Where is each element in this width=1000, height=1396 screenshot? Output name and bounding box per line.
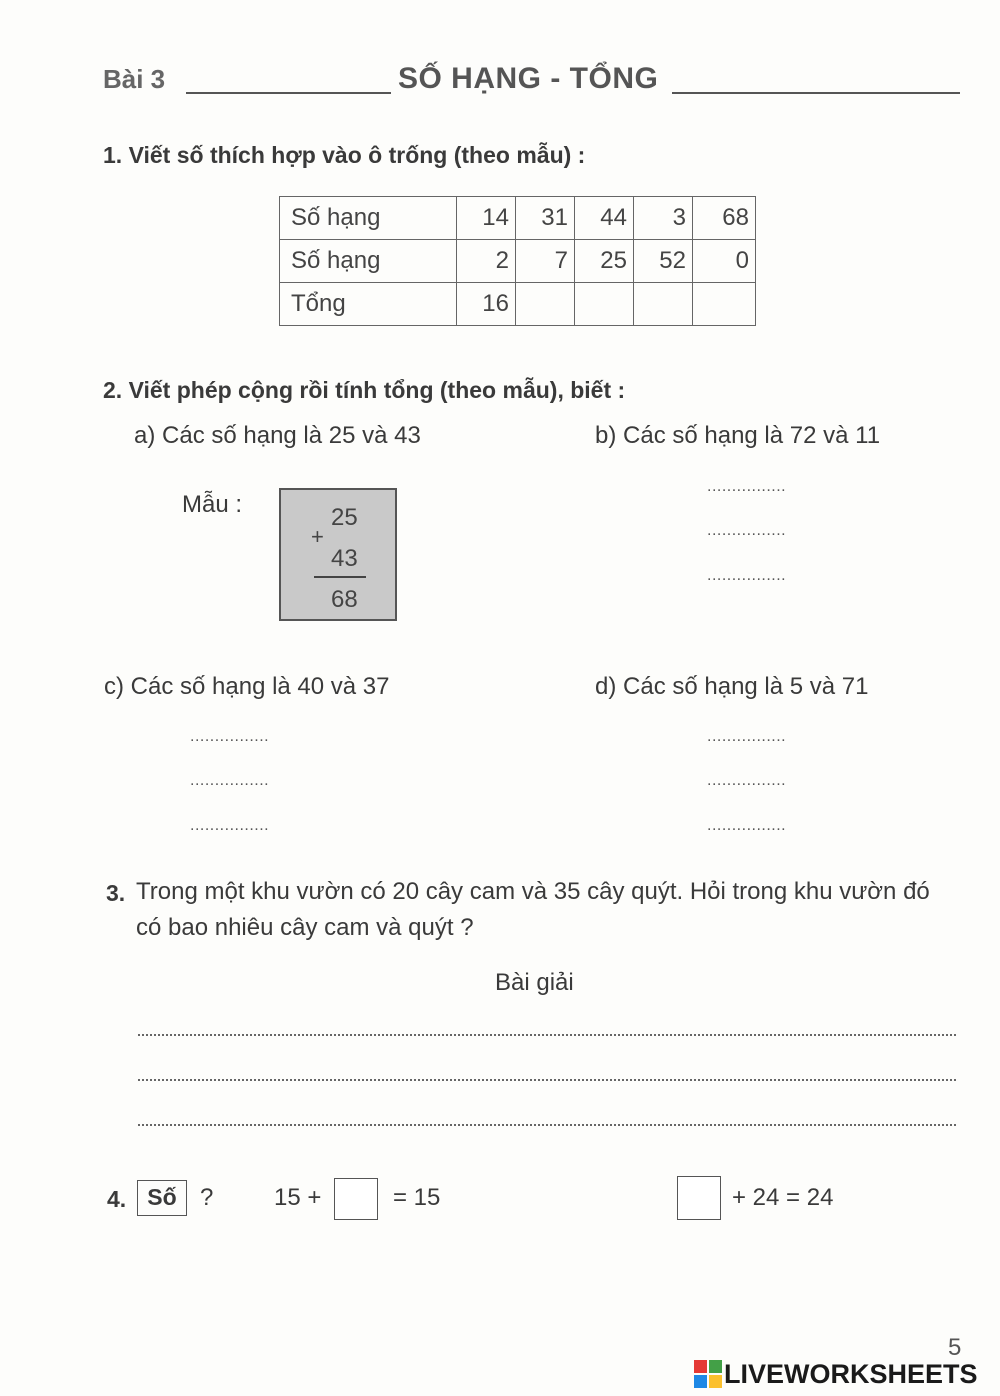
eq1-left: 15 + — [274, 1184, 322, 1211]
answer-dots-c1[interactable]: ................ — [190, 728, 270, 745]
page-number: 5 — [948, 1334, 962, 1361]
q2-part-d: d) Các số hạng là 5 và 71 — [595, 673, 869, 700]
addend-sum-table — [279, 196, 756, 326]
row-label: Số hạng — [280, 240, 457, 283]
table-cell: 68 — [693, 197, 756, 240]
table-cell: 14 — [457, 197, 516, 240]
eq1-right: = 15 — [393, 1184, 441, 1211]
table-row — [280, 240, 756, 283]
table-cell: 52 — [634, 240, 693, 283]
so-label-box: Số — [137, 1180, 187, 1216]
logo-text: LIVEWORKSHEETS — [724, 1358, 978, 1389]
table-cell: 0 — [693, 240, 756, 283]
answer-dots-c2[interactable]: ................ — [190, 772, 270, 789]
answer-cell[interactable] — [516, 283, 575, 326]
row-label: Số hạng — [280, 197, 457, 240]
logo-square — [694, 1375, 707, 1388]
answer-dots-d3[interactable]: ................ — [707, 817, 787, 834]
answer-dots-b1[interactable]: ................ — [707, 478, 787, 495]
answer-dots-d1[interactable]: ................ — [707, 728, 787, 745]
table-row — [280, 197, 756, 240]
sample-addition-box — [279, 488, 397, 621]
table-row — [280, 283, 756, 326]
q4-question-mark: ? — [200, 1184, 214, 1211]
answer-dots-d2[interactable]: ................ — [707, 772, 787, 789]
logo-square — [709, 1360, 722, 1373]
solution-line-2[interactable] — [138, 1079, 956, 1081]
sample-label: Mẫu : — [182, 491, 243, 518]
liveworksheets-logo[interactable] — [694, 1360, 978, 1388]
q2-part-c: c) Các số hạng là 40 và 37 — [104, 673, 390, 700]
table-cell: 25 — [575, 240, 634, 283]
table-cell: 44 — [575, 197, 634, 240]
solution-label: Bài giải — [495, 969, 574, 996]
eq1-answer-box[interactable] — [334, 1178, 378, 1220]
plus-sign: + — [311, 524, 324, 549]
eq2-answer-box[interactable] — [677, 1176, 721, 1220]
table-cell: 16 — [457, 283, 516, 326]
answer-dots-b3[interactable]: ................ — [707, 567, 787, 584]
q2-part-b: b) Các số hạng là 72 và 11 — [595, 422, 881, 449]
sample-bottom-number: 43 — [331, 545, 358, 572]
eq2-right: + 24 = 24 — [732, 1184, 834, 1211]
answer-cell[interactable] — [693, 283, 756, 326]
logo-square — [709, 1375, 722, 1388]
sample-top-number: 25 — [331, 504, 358, 531]
q3-text-line1: Trong một khu vườn có 20 cây cam và 35 cây quýt. Hỏi trong khu vườn đó — [136, 878, 930, 905]
lesson-number: Bài 3 — [103, 64, 166, 94]
table-cell: 3 — [634, 197, 693, 240]
header-rule-right — [672, 92, 960, 94]
answer-cell[interactable] — [575, 283, 634, 326]
answer-dots-b2[interactable]: ................ — [707, 522, 787, 539]
table-cell: 2 — [457, 240, 516, 283]
solution-line-1[interactable] — [138, 1034, 956, 1036]
q3-number: 3. — [106, 880, 126, 906]
table-cell: 7 — [516, 240, 575, 283]
answer-cell[interactable] — [634, 283, 693, 326]
q2-heading: 2. Viết phép cộng rồi tính tổng (theo mẫu), biết : — [103, 377, 626, 403]
header-rule-left — [186, 92, 391, 94]
row-label: Tổng — [280, 283, 457, 326]
q2-part-a: a) Các số hạng là 25 và 43 — [134, 422, 421, 449]
table-cell: 31 — [516, 197, 575, 240]
sample-result: 68 — [331, 586, 358, 613]
sum-line — [314, 576, 366, 578]
logo-square — [694, 1360, 707, 1373]
solution-line-3[interactable] — [138, 1124, 956, 1126]
page-title: SỐ HẠNG - TỔNG — [398, 62, 659, 95]
q3-text-line2: có bao nhiêu cây cam và quýt ? — [136, 914, 474, 941]
q1-heading: 1. Viết số thích hợp vào ô trống (theo mẫu) : — [103, 142, 586, 168]
answer-dots-c3[interactable]: ................ — [190, 817, 270, 834]
logo-grid-icon — [694, 1360, 722, 1388]
q4-number: 4. — [107, 1186, 127, 1212]
